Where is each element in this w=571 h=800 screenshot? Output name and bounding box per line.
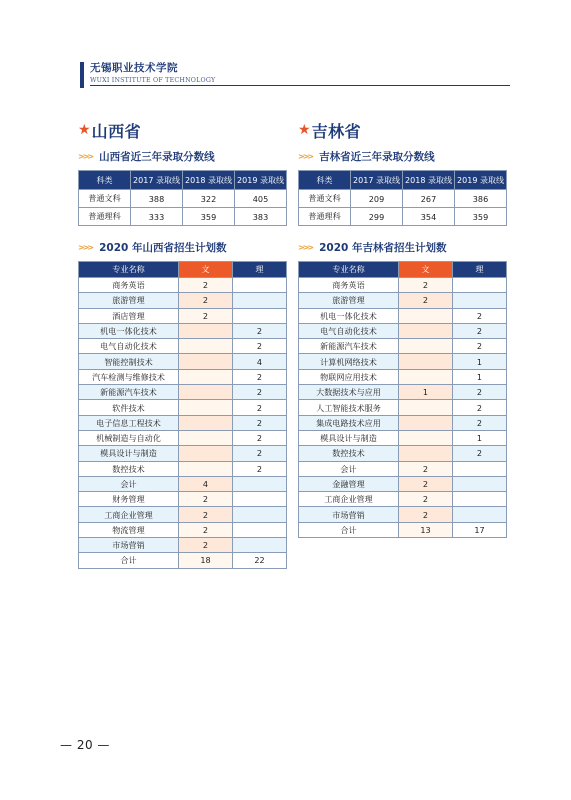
table-row	[299, 522, 507, 537]
table-row	[79, 323, 287, 338]
score-title: 吉林省近三年录取分数线	[319, 150, 435, 163]
table-row	[299, 278, 507, 293]
score-table	[298, 170, 507, 226]
column-header: 2018 录取线	[403, 171, 455, 190]
table-cell: 405	[235, 190, 287, 208]
science-count-cell	[233, 492, 287, 507]
table-cell: 299	[351, 208, 403, 226]
major-name-cell: 电气自动化技术	[299, 323, 399, 338]
table-cell: 354	[403, 208, 455, 226]
liberal-arts-count-cell	[179, 323, 233, 338]
table-row	[299, 354, 507, 369]
table-row	[299, 385, 507, 400]
plan-rows	[299, 278, 507, 538]
science-count-cell: 2	[453, 323, 507, 338]
page-number: — 20 —	[60, 738, 110, 752]
table-row	[299, 430, 507, 445]
school-name-cn: 无锡职业技术学院	[90, 62, 178, 74]
score-section-title	[298, 148, 506, 164]
liberal-arts-count-cell: 2	[179, 538, 233, 553]
column-header: 2019 录取线	[235, 171, 287, 190]
table-row	[79, 339, 287, 354]
table-row	[79, 415, 287, 430]
column-header: 文	[399, 262, 453, 278]
major-name-cell: 市场营销	[79, 538, 179, 553]
table-row	[79, 293, 287, 308]
table-cell: 386	[455, 190, 507, 208]
column-header: 2018 录取线	[183, 171, 235, 190]
science-count-cell: 2	[453, 385, 507, 400]
science-count-cell	[453, 278, 507, 293]
table-row	[299, 461, 507, 476]
table-row	[79, 190, 287, 208]
liberal-arts-count-cell	[179, 369, 233, 384]
plan-table	[298, 261, 507, 538]
liberal-arts-count-cell	[399, 446, 453, 461]
science-count-cell: 1	[453, 354, 507, 369]
major-name-cell: 物流管理	[79, 522, 179, 537]
liberal-arts-count-cell: 1	[399, 385, 453, 400]
liberal-arts-count-cell	[179, 339, 233, 354]
major-name-cell: 汽车检测与维修技术	[79, 369, 179, 384]
table-row	[299, 190, 507, 208]
column-header: 2019 录取线	[455, 171, 507, 190]
science-count-cell: 4	[233, 354, 287, 369]
column-header: 理	[233, 262, 287, 278]
major-name-cell: 商务英语	[299, 278, 399, 293]
table-row	[79, 446, 287, 461]
science-count-cell: 22	[233, 553, 287, 568]
province-heading	[298, 119, 506, 141]
school-name-en: WUXI INSTITUTE OF TECHNOLOGY	[90, 77, 216, 84]
major-name-cell: 模具设计与制造	[299, 430, 399, 445]
table-row	[299, 308, 507, 323]
science-count-cell: 2	[453, 400, 507, 415]
major-name-cell: 物联网应用技术	[299, 369, 399, 384]
science-count-cell	[233, 308, 287, 323]
jilin-section	[298, 119, 506, 538]
science-count-cell	[233, 278, 287, 293]
liberal-arts-count-cell	[179, 461, 233, 476]
liberal-arts-count-cell: 2	[399, 293, 453, 308]
table-cell: 普通文科	[79, 190, 131, 208]
table-row	[79, 208, 287, 226]
major-name-cell: 电气自动化技术	[79, 339, 179, 354]
table-row	[299, 507, 507, 522]
shanxi-section	[78, 119, 286, 569]
column-header: 专业名称	[79, 262, 179, 278]
table-row	[79, 461, 287, 476]
science-count-cell: 1	[453, 369, 507, 384]
major-name-cell: 机电一体化技术	[299, 308, 399, 323]
major-name-cell: 财务管理	[79, 492, 179, 507]
column-header: 文	[179, 262, 233, 278]
province-name: 吉林省	[311, 121, 362, 141]
major-name-cell: 合计	[79, 553, 179, 568]
liberal-arts-count-cell	[179, 385, 233, 400]
major-name-cell: 机械制造与自动化	[79, 430, 179, 445]
major-name-cell: 集成电路技术应用	[299, 415, 399, 430]
major-name-cell: 商务英语	[79, 278, 179, 293]
liberal-arts-count-cell	[399, 323, 453, 338]
liberal-arts-count-cell: 2	[179, 522, 233, 537]
major-name-cell: 旅游管理	[79, 293, 179, 308]
science-count-cell	[453, 476, 507, 491]
science-count-cell: 2	[453, 415, 507, 430]
science-count-cell	[233, 538, 287, 553]
major-name-cell: 数控技术	[79, 461, 179, 476]
liberal-arts-count-cell: 2	[179, 293, 233, 308]
chevrons-icon: >>>	[298, 151, 313, 161]
chevrons-icon: >>>	[78, 151, 93, 161]
major-name-cell: 会计	[79, 476, 179, 491]
liberal-arts-count-cell	[399, 369, 453, 384]
liberal-arts-count-cell: 4	[179, 476, 233, 491]
column-header: 理	[453, 262, 507, 278]
score-section-title	[78, 148, 286, 164]
major-name-cell: 大数据技术与应用	[299, 385, 399, 400]
table-row	[79, 430, 287, 445]
plan-section-title	[298, 239, 506, 255]
table-row	[79, 522, 287, 537]
plan-table	[78, 261, 287, 569]
science-count-cell: 2	[233, 415, 287, 430]
science-count-cell: 2	[233, 339, 287, 354]
table-row	[79, 369, 287, 384]
science-count-cell: 1	[453, 430, 507, 445]
chevrons-icon: >>>	[78, 242, 93, 252]
major-name-cell: 模具设计与制造	[79, 446, 179, 461]
liberal-arts-count-cell	[399, 400, 453, 415]
table-row	[79, 308, 287, 323]
column-header: 2017 录取线	[131, 171, 183, 190]
major-name-cell: 合计	[299, 522, 399, 537]
table-row	[79, 476, 287, 491]
major-name-cell: 数控技术	[299, 446, 399, 461]
column-header: 科类	[79, 171, 131, 190]
table-cell: 普通文科	[299, 190, 351, 208]
major-name-cell: 人工智能技术服务	[299, 400, 399, 415]
header-accent-bar	[80, 62, 84, 88]
major-name-cell: 计算机网络技术	[299, 354, 399, 369]
plan-title: 2020 年山西省招生计划数	[99, 241, 227, 254]
liberal-arts-count-cell	[399, 430, 453, 445]
table-row	[299, 400, 507, 415]
liberal-arts-count-cell: 2	[399, 476, 453, 491]
table-row	[79, 354, 287, 369]
table-row	[299, 369, 507, 384]
science-count-cell: 2	[233, 430, 287, 445]
table-row	[299, 208, 507, 226]
header-rule	[90, 85, 510, 86]
major-name-cell: 软件技术	[79, 400, 179, 415]
table-cell: 267	[403, 190, 455, 208]
major-name-cell: 智能控制技术	[79, 354, 179, 369]
major-name-cell: 酒店管理	[79, 308, 179, 323]
liberal-arts-count-cell: 18	[179, 553, 233, 568]
science-count-cell: 2	[233, 385, 287, 400]
table-row	[299, 415, 507, 430]
star-icon: ★	[298, 122, 311, 138]
score-table	[78, 170, 287, 226]
liberal-arts-count-cell	[179, 415, 233, 430]
liberal-arts-count-cell: 13	[399, 522, 453, 537]
table-cell: 359	[183, 208, 235, 226]
liberal-arts-count-cell	[399, 339, 453, 354]
science-count-cell	[453, 293, 507, 308]
table-row	[79, 538, 287, 553]
table-row	[299, 323, 507, 338]
province-heading	[78, 119, 286, 141]
plan-title: 2020 年吉林省招生计划数	[319, 241, 447, 254]
science-count-cell: 17	[453, 522, 507, 537]
table-cell: 普通理科	[79, 208, 131, 226]
science-count-cell: 2	[453, 339, 507, 354]
table-row	[299, 339, 507, 354]
liberal-arts-count-cell: 2	[179, 278, 233, 293]
science-count-cell	[453, 461, 507, 476]
science-count-cell	[233, 293, 287, 308]
score-title: 山西省近三年录取分数线	[99, 150, 215, 163]
table-cell: 388	[131, 190, 183, 208]
science-count-cell	[233, 522, 287, 537]
major-name-cell: 新能源汽车技术	[79, 385, 179, 400]
liberal-arts-count-cell	[179, 354, 233, 369]
table-cell: 359	[455, 208, 507, 226]
science-count-cell: 2	[233, 461, 287, 476]
liberal-arts-count-cell	[399, 415, 453, 430]
science-count-cell	[233, 507, 287, 522]
column-header: 专业名称	[299, 262, 399, 278]
major-name-cell: 机电一体化技术	[79, 323, 179, 338]
star-icon: ★	[78, 122, 91, 138]
table-row	[299, 293, 507, 308]
liberal-arts-count-cell: 2	[399, 278, 453, 293]
table-row	[79, 507, 287, 522]
major-name-cell: 市场营销	[299, 507, 399, 522]
liberal-arts-count-cell: 2	[399, 507, 453, 522]
table-row	[79, 385, 287, 400]
table-row	[299, 492, 507, 507]
chevrons-icon: >>>	[298, 242, 313, 252]
table-row	[299, 476, 507, 491]
science-count-cell: 2	[453, 308, 507, 323]
liberal-arts-count-cell	[179, 446, 233, 461]
table-row	[79, 553, 287, 568]
science-count-cell	[453, 507, 507, 522]
liberal-arts-count-cell: 2	[179, 492, 233, 507]
major-name-cell: 工商企业管理	[79, 507, 179, 522]
liberal-arts-count-cell	[179, 400, 233, 415]
major-name-cell: 工商企业管理	[299, 492, 399, 507]
table-row	[79, 278, 287, 293]
plan-rows	[79, 278, 287, 569]
liberal-arts-count-cell: 2	[399, 461, 453, 476]
liberal-arts-count-cell	[399, 354, 453, 369]
major-name-cell: 旅游管理	[299, 293, 399, 308]
science-count-cell: 2	[233, 323, 287, 338]
science-count-cell	[233, 476, 287, 491]
major-name-cell: 新能源汽车技术	[299, 339, 399, 354]
table-row	[299, 446, 507, 461]
column-header: 科类	[299, 171, 351, 190]
table-row	[79, 400, 287, 415]
science-count-cell: 2	[453, 446, 507, 461]
liberal-arts-count-cell: 2	[399, 492, 453, 507]
science-count-cell: 2	[233, 369, 287, 384]
major-name-cell: 金融管理	[299, 476, 399, 491]
column-header: 2017 录取线	[351, 171, 403, 190]
liberal-arts-count-cell	[399, 308, 453, 323]
liberal-arts-count-cell	[179, 430, 233, 445]
table-cell: 普通理科	[299, 208, 351, 226]
table-cell: 322	[183, 190, 235, 208]
major-name-cell: 会计	[299, 461, 399, 476]
plan-section-title	[78, 239, 286, 255]
major-name-cell: 电子信息工程技术	[79, 415, 179, 430]
science-count-cell	[453, 492, 507, 507]
science-count-cell: 2	[233, 446, 287, 461]
liberal-arts-count-cell: 2	[179, 507, 233, 522]
table-row	[79, 492, 287, 507]
table-cell: 209	[351, 190, 403, 208]
science-count-cell: 2	[233, 400, 287, 415]
liberal-arts-count-cell: 2	[179, 308, 233, 323]
table-cell: 383	[235, 208, 287, 226]
table-cell: 333	[131, 208, 183, 226]
province-name: 山西省	[91, 121, 142, 141]
